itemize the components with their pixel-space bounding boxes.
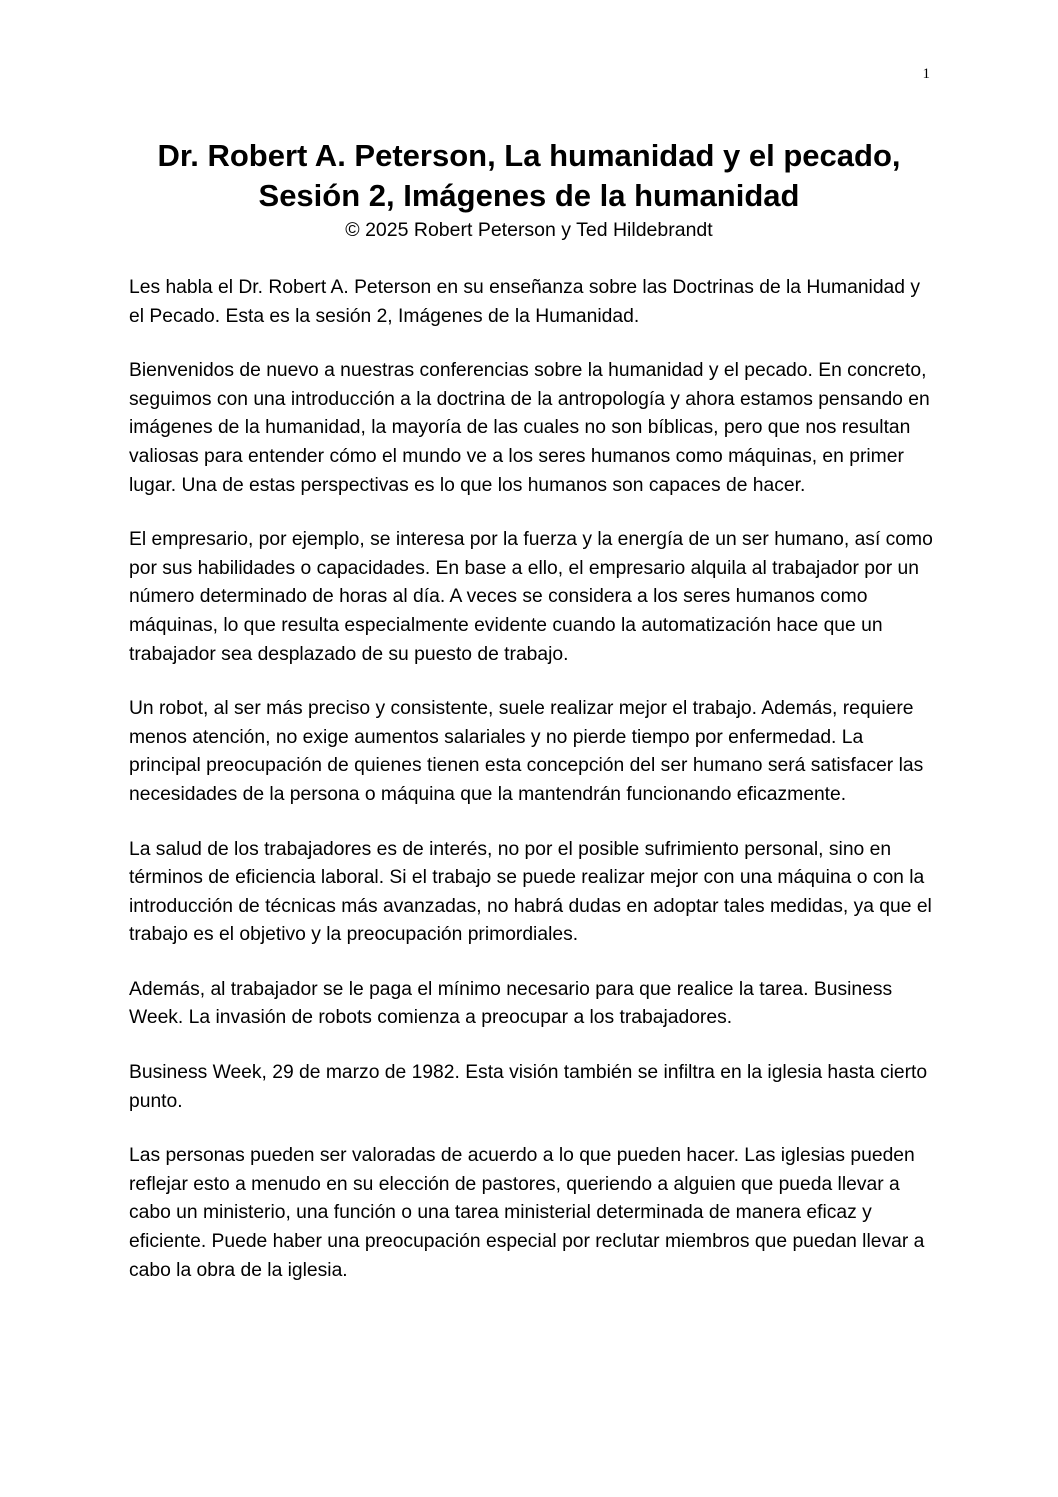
copyright-notice: © 2025 Robert Peterson y Ted Hildebrandt (345, 219, 713, 241)
paragraph-robot: Un robot, al ser más preciso y consistente, suele realizar mejor el trabajo. Además, requiere menos atención, no exige aumentos salariales y no pierde tiempo por enfermedad. La principal preocupación de quienes tienen esta concepción del ser humano será satisfacer las necesidades de la persona o máquina que la mantendrán funcionando eficazmente. (129, 698, 924, 805)
paragraph-intro: Les habla el Dr. Robert A. Peterson en su enseñanza sobre las Doctrinas de la Humanidad y el Pecado. Esta es la sesión 2, Imágenes de la Humanidad. (129, 277, 920, 327)
document-header (100, 136, 958, 244)
paragraph-church: Las personas pueden ser valoradas de acuerdo a lo que pueden hacer. Las iglesias pueden reflejar esto a menudo en su elección de pastores, queriendo a alguien que pueda llevar a cabo un ministerio, una función o una tarea ministerial determinada de manera eficaz y eficiente. Puede haber una preocupación especial por reclutar miembros que puedan llevar a cabo la obra de la iglesia. (129, 1145, 925, 1281)
document-title-line-2: Sesión 2, Imágenes de la humanidad (258, 178, 800, 213)
paragraph-worker-health: La salud de los trabajadores es de interés, no por el posible sufrimiento personal, sino en términos de eficiencia laboral. Si el trabajo se puede realizar mejor con una máquina o con la introducción de técnicas más avanzadas, no habrá dudas en adoptar tales medidas, ya que el trabajo es el objetivo y la preocupación primordiales. (129, 838, 932, 946)
paragraph-business-week: Business Week, 29 de marzo de 1982. Esta visión también se infiltra en la iglesia hasta cierto punto. (129, 1062, 928, 1112)
paragraph-wages: Además, al trabajador se le paga el mínimo necesario para que realice la tarea. Business Week. La invasión de robots comienza a preocupar a los trabajadores. (129, 978, 893, 1029)
document-body (129, 274, 939, 1311)
paragraph-welcome: Bienvenidos de nuevo a nuestras conferencias sobre la humanidad y el pecado. En concreto, seguimos con una introducción a la doctrina de la antropología y ahora estamos pensando en imágenes de la humanidad, la mayoría de las cuales no son bíblicas, pero que nos resultan valiosas para entender cómo el mundo ve a los seres humanos como máquinas, en primer lugar. Una de estas perspectivas es lo que los humanos son capaces de hacer. (129, 360, 930, 496)
page-number: 1 (922, 66, 930, 82)
document-title-line-1: Dr. Robert A. Peterson, La humanidad y el pecado, (157, 138, 901, 173)
paragraph-employer: El empresario, por ejemplo, se interesa por la fuerza y la energía de un ser humano, así como por sus habilidades o capacidades. En base a ello, el empresario alquila al trabajador por un número determinado de horas al día. A veces se considera a los seres humanos como máquinas, lo que resulta especialmente evidente cuando la automatización hace que un trabajador sea desplazado de su puesto de trabajo. (129, 529, 933, 665)
